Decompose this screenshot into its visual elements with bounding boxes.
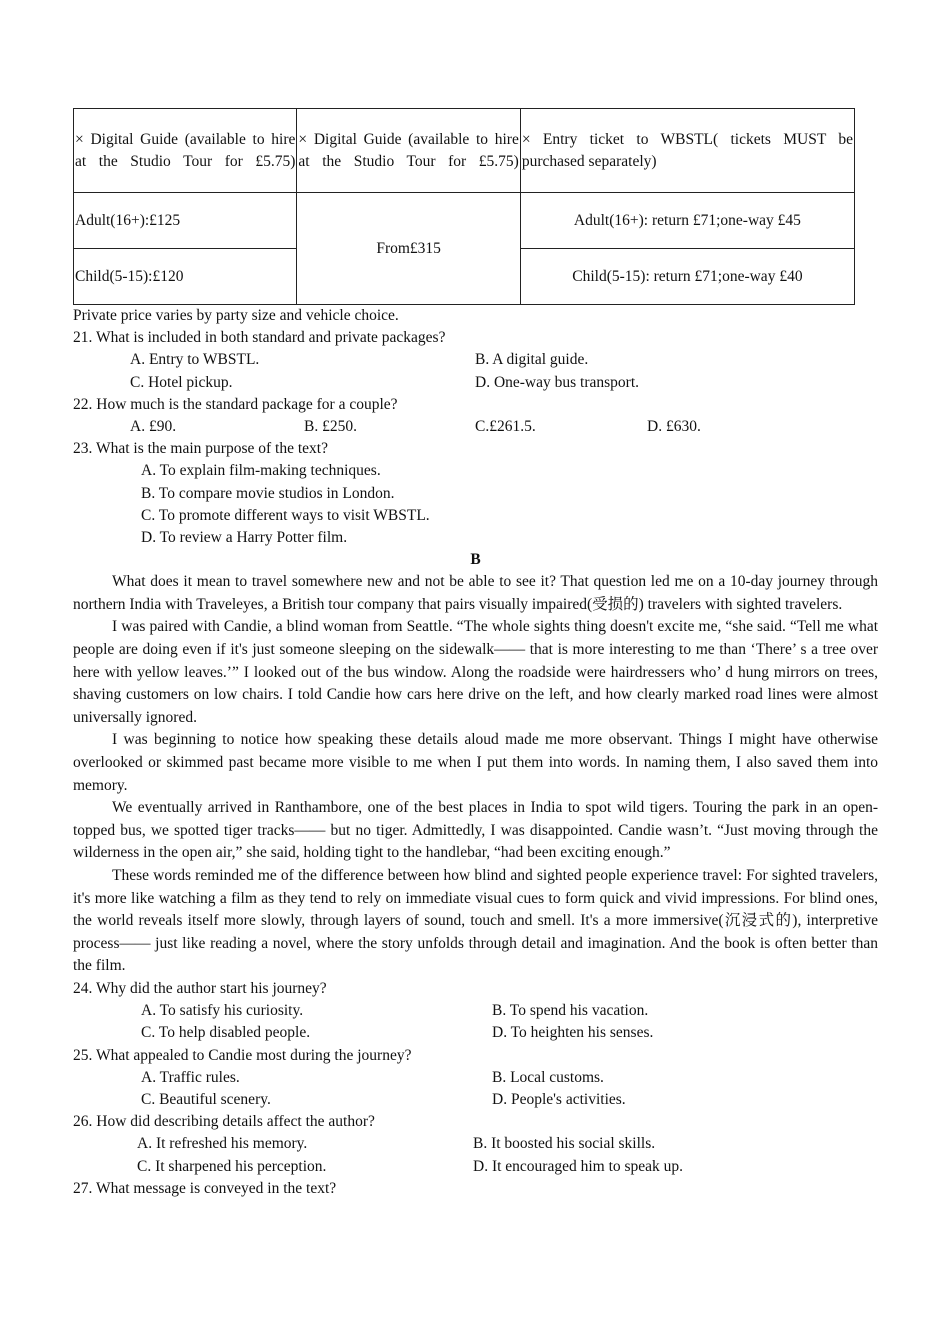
option-22-a[interactable]: A. £90. [130,418,177,436]
table-cell [297,193,520,305]
question-21-row-2 [73,372,878,394]
question-26-row-2 [73,1156,878,1178]
option-24-c[interactable]: C. To help disabled people. [141,1024,311,1042]
bus-adult-price: Adult(16+): return £71;one-way £45 [573,211,801,229]
passage-paragraph: We eventually arrived in Ranthambore, one of the best places in India to spot wild tigers. Touring the park in an open-topped bus, we spotted tiger tracks—— but no tiger. Admittedly, I was disappointed. Candie wasn’t. “Just moving through the wilderness in the open air,” she said, holding tight to the handlebar, “had been exciting enough.” [73,799,878,862]
passage-paragraph: These words reminded me of the difference between how blind and sighted people experience travel: For sighted travelers, it's more like watching a film as they tend to rely on immediate visual cues to form quick and vivid impressions. For blind ones, the world reveals itself more slowly, through layers of sound, touch and smell. It's a more immersive(沉浸式的), interpretive process—— just like reading a novel, where the story unfolds through detail and imagination. And the book is often better than the film. [73,866,878,975]
standard-adult-price: Adult(16+):£125 [75,211,181,229]
question-26-row-1 [73,1133,878,1155]
option-23-d[interactable]: D. To review a Harry Potter film. [141,529,348,547]
price-table [73,108,855,305]
question-25-stem: 25. What appealed to Candie most during the journey? [73,1046,412,1064]
table-cell [520,109,854,193]
question-24-row-2 [73,1022,878,1044]
option-26-b[interactable]: B. It boosted his social skills. [473,1135,656,1153]
question-24-row-1 [73,1000,878,1022]
section-b-heading: B [470,551,481,569]
private-guide-text: × Digital Guide (available to hire at the Studio Tour for £5.75) [298,130,519,170]
question-21-stem: 21. What is included in both standard and private packages? [73,329,446,347]
passage-paragraph: What does it mean to travel somewhere new and not be able to see it? That question led me on a 10-day journey through northern India with Traveleyes, a British tour company that pairs visually impaired(受损的) travelers with sighted travelers. [73,573,878,613]
table-cell [297,109,520,193]
option-21-b[interactable]: B. A digital guide. [475,351,589,369]
standard-child-price: Child(5-15):£120 [75,267,184,285]
option-25-a[interactable]: A. Traffic rules. [141,1068,240,1086]
question-23-stem: 23. What is the main purpose of the text? [73,440,328,458]
passage-paragraph: I was beginning to notice how speaking these details aloud made me more observant. Things I might have otherwise overlooked or skimmed past became more visible to me when I put them into words. In naming them, I also saved them into memory. [73,731,878,794]
bus-child-price: Child(5-15): return £71;one-way £40 [572,267,803,285]
option-25-b[interactable]: B. Local customs. [492,1068,604,1086]
option-21-c[interactable]: C. Hotel pickup. [130,373,233,391]
standard-guide-text: × Digital Guide (available to hire at the Studio Tour for £5.75) [75,130,296,170]
option-26-d[interactable]: D. It encouraged him to speak up. [473,1157,684,1175]
option-21-d[interactable]: D. One-way bus transport. [475,373,640,391]
question-24-stem: 24. Why did the author start his journey? [73,979,327,997]
option-26-c[interactable]: C. It sharpened his perception. [137,1157,327,1175]
question-22-stem: 22. How much is the standard package for a couple? [73,395,398,413]
bus-ticket-text: × Entry ticket to WBSTL( tickets MUST be purchased separately) [521,130,853,170]
table-row [74,109,855,193]
question-27-stem: 27. What message is conveyed in the text? [73,1179,337,1197]
table-cell [520,249,854,305]
table-row [74,193,855,249]
question-25-row-1 [73,1067,878,1089]
option-21-a[interactable]: A. Entry to WBSTL. [130,351,260,369]
table-cell [74,109,297,193]
option-22-d[interactable]: D. £630. [647,418,701,436]
exam-page [73,108,878,1200]
option-26-a[interactable]: A. It refreshed his memory. [137,1135,308,1153]
table-cell [520,193,854,249]
option-22-c[interactable]: C.£261.5. [475,418,536,436]
option-24-b[interactable]: B. To spend his vacation. [492,1002,649,1020]
option-24-d[interactable]: D. To heighten his senses. [492,1024,654,1042]
option-23-a[interactable]: A. To explain film-making techniques. [141,462,381,480]
passage-b [73,571,878,978]
option-24-a[interactable]: A. To satisfy his curiosity. [141,1002,304,1020]
question-21-row-1 [73,349,878,371]
table-cell [74,249,297,305]
option-25-c[interactable]: C. Beautiful scenery. [141,1090,271,1108]
option-23-b[interactable]: B. To compare movie studios in London. [141,484,395,502]
question-25-row-2 [73,1089,878,1111]
passage-paragraph: I was paired with Candie, a blind woman from Seattle. “The whole sights thing doesn't excite me, “she said. “Tell me what people are doing even if it's just someone sleeping on the sidewalk—— that is more interesting to me than ‘There’ s a tree over here with yellow leaves.’” I looked out of the bus window. Along the roadside were hairdressers who’ d hung mirrors on trees, shaving customers on low chairs. I told Candie how cars here drive on the left, and how clearly marked road lines were almost universally ignored. [73,618,878,726]
question-22-row [73,416,878,438]
question-26-stem: 26. How did describing details affect the author? [73,1113,375,1131]
option-23-c[interactable]: C. To promote different ways to visit WBSTL. [141,506,430,524]
private-price: From£315 [376,239,441,257]
table-cell [74,193,297,249]
option-22-b[interactable]: B. £250. [304,418,357,436]
price-note: Private price varies by party size and vehicle choice. [73,307,399,324]
option-25-d[interactable]: D. People's activities. [492,1090,626,1108]
